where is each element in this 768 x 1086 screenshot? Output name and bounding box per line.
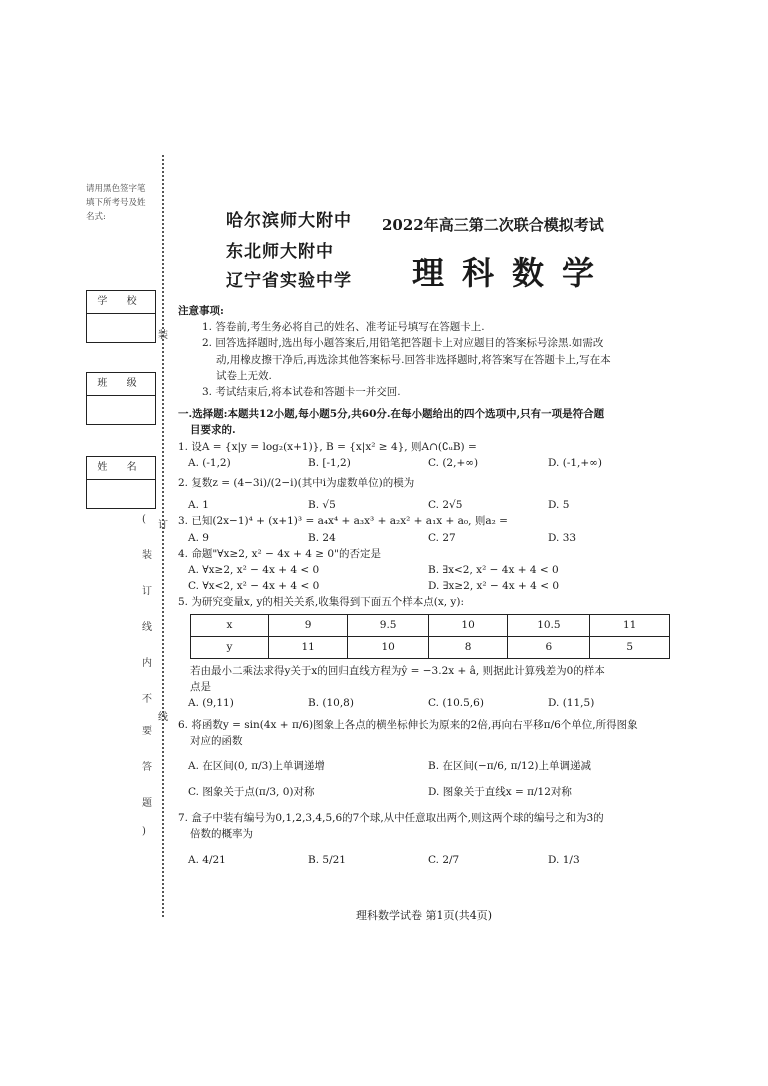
question-3: 3. 已知(2x−1)⁴ + (x+1)³ = a₄x⁴ + a₃x³ + a₂x² + a₁x + a₀, 则a₂ = [178,515,508,528]
side-warning-char: ) [142,826,146,837]
binding-mark-zhuang: 装 [158,330,168,341]
option: C. 27 [428,531,456,544]
option: A. 在区间(0, π/3)上单调递增 [188,759,325,772]
q4-options-row1 [178,562,698,578]
school-name-3: 辽宁省实验中学 [226,271,352,291]
table-cell: 8 [428,636,508,658]
table-cell: 10 [428,614,508,636]
q3-options [178,530,698,546]
side-note: 请用黑色签字笔填下所考号及姓名式: [86,184,146,222]
option: D. 5 [548,499,570,512]
table-header-x: x [191,614,269,636]
exam-title: 2022年高三第二次联合模拟考试 [382,216,604,234]
school-name-2: 东北师大附中 [226,242,334,262]
side-warning-char: 不 [142,694,152,705]
q4-options-row2 [178,578,698,594]
side-warning-char: 线 [142,622,152,633]
option: A. ∀x≥2, x² − 4x + 4 < 0 [188,564,320,577]
table-cell: 11 [590,614,670,636]
side-warning-char: 内 [142,658,152,669]
side-warning-char: 要 [142,726,152,737]
table-cell: 11 [268,636,348,658]
page-footer: 理科数学试卷 第1页(共4页) [356,909,493,922]
table-header-y: y [191,636,269,658]
option: B. [-1,2) [308,456,351,469]
table-cell: 9.5 [348,614,428,636]
school-box-label: 学 校 [87,291,155,314]
question-5-continued: 若由最小二乘法求得y关于x的回归直线方程为ŷ = −3.2x + â, 则据此计算残差为0的样本 [190,664,605,677]
question-1: 1. 设A = {x|y = log₂(x+1)}, B = {x|x² ≥ 4}, 则A∩(∁ᵤB) = [178,440,477,453]
question-2: 2. 复数z = (4−3i)/(2−i)(其中i为虚数单位)的模为 [178,477,415,490]
question-6-continued: 对应的函数 [190,735,243,748]
table-row [191,614,670,636]
notice-item: 3. 考试结束后,将本试卷和答题卡一并交回. [202,386,401,399]
option: B. (10,8) [308,697,354,710]
option: A. 9 [188,531,209,544]
question-7-continued: 倍数的概率为 [190,828,253,841]
notice-item: 试卷上无效. [216,369,272,382]
class-field[interactable] [87,396,155,424]
section-heading: 一.选择题:本题共12小题,每小题5分,共60分.在每小题给出的四个选项中,只有一项是符合题 [178,408,605,421]
option: B. √5 [308,499,336,512]
question-6: 6. 将函数y = sin(4x + π/6)图象上各点的横坐标伸长为原来的2倍,再向右平移π/6个单位,所得图象 [178,719,638,732]
question-5: 5. 为研究变量x, y的相关关系,收集得到下面五个样本点(x, y): [178,596,464,609]
option: D. 1/3 [548,854,580,867]
name-box[interactable] [86,456,156,509]
side-warning-char: 答 [142,762,152,773]
binding-dotted-line [162,155,164,917]
option: C. (10.5,6) [428,697,484,710]
school-field[interactable] [87,314,155,342]
table-cell: 6 [508,636,590,658]
table-cell: 9 [268,614,348,636]
option: C. ∀x<2, x² − 4x + 4 < 0 [188,580,320,593]
section-heading-cont: 目要求的. [190,424,236,437]
side-warning-char: 题 [142,798,152,809]
subject-title: 理科数学 [412,254,613,292]
option: A. (-1,2) [188,456,231,469]
q5-options [178,695,698,711]
school-box[interactable] [86,290,156,343]
name-field[interactable] [87,480,155,508]
option: B. 24 [308,531,336,544]
q6-options-row2 [178,784,698,800]
option: D. 图象关于直线x = π/12对称 [428,785,572,798]
sample-table [190,614,670,659]
q7-options [178,852,698,868]
school-name-1: 哈尔滨师大附中 [226,211,352,231]
option: D. ∃x≥2, x² − 4x + 4 < 0 [428,580,560,593]
option: A. 4/21 [188,854,226,867]
question-5-continued: 点是 [190,680,211,693]
option: A. 1 [188,499,209,512]
notice-item: 1. 答卷前,考生务必将自己的姓名、准考证号填写在答题卡上. [202,321,485,334]
class-box[interactable] [86,372,156,425]
option: A. (9,11) [188,697,234,710]
name-box-label: 姓 名 [87,457,155,480]
option: B. 5/21 [308,854,346,867]
option: C. 图象关于点(π/3, 0)对称 [188,785,315,798]
side-warning-char: ( [142,514,146,525]
notice-item: 动,用橡皮擦干净后,再选涂其他答案标号.回答非选择题时,将答案写在答题卡上,写在本 [216,353,611,366]
option: D. (-1,+∞) [548,456,603,469]
binding-mark-ding: 订 [158,520,168,531]
option: C. (2,+∞) [428,456,479,469]
option: C. 2/7 [428,854,460,867]
option: D. (11,5) [548,697,595,710]
q6-options-row1 [178,758,698,774]
option: B. 在区间(−π/6, π/12)上单调递减 [428,759,591,772]
option: B. ∃x<2, x² − 4x + 4 < 0 [428,564,559,577]
class-box-label: 班 级 [87,373,155,396]
option: D. 33 [548,531,577,544]
question-4: 4. 命题"∀x≥2, x² − 4x + 4 ≥ 0"的否定是 [178,547,381,560]
side-warning-char: 装 [142,550,152,561]
exam-content [178,303,698,869]
q2-options [178,497,698,513]
question-7: 7. 盒子中装有编号为0,1,2,3,4,5,6的7个球,从中任意取出两个,则这两个球的编号之和为3的 [178,812,604,825]
table-cell: 5 [590,636,670,658]
table-cell: 10.5 [508,614,590,636]
side-warning-char: 订 [142,586,152,597]
table-row [191,636,670,658]
notice-title: 注意事项: [178,305,224,317]
q1-options [178,455,698,471]
notice-item: 2. 回答选择题时,选出每小题答案后,用铅笔把答题卡上对应题目的答案标号涂黑.如需改 [202,337,604,350]
binding-mark-xian: 线 [158,712,168,723]
option: C. 2√5 [428,499,463,512]
table-cell: 10 [348,636,428,658]
